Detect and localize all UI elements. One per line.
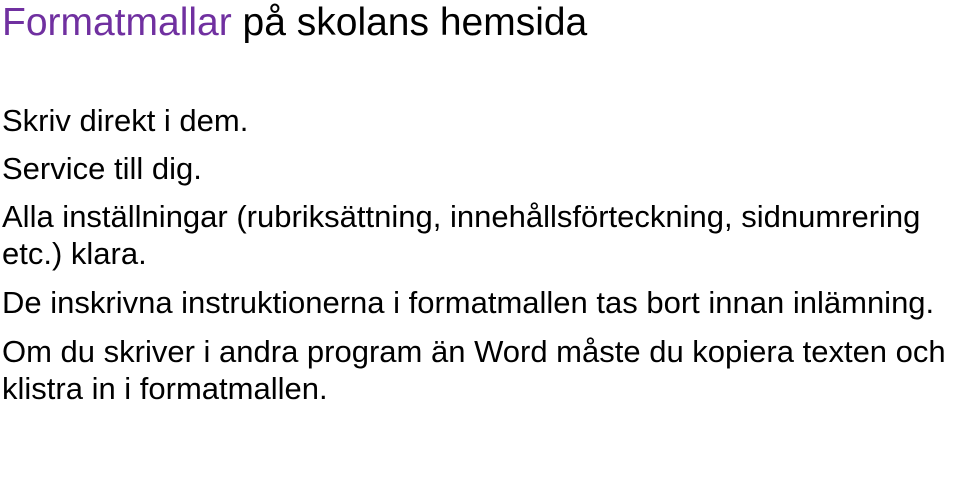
bullet-item: Alla inställningar (rubriksättning, innehållsförteckning, sidnumrering etc.) klara. — [2, 199, 921, 271]
title-accent: Formatmallar — [2, 1, 232, 44]
bullet-item: Skriv direkt i dem. — [2, 103, 249, 138]
bullet-item: De inskrivna instruktionerna i formatmallen tas bort innan inlämning. — [2, 285, 935, 320]
bullet-list — [2, 102, 958, 418]
bullet-item: Service till dig. — [2, 151, 202, 186]
title-rest: på skolans hemsida — [231, 1, 588, 44]
bullet-item: Om du skriver i andra program än Word måste du kopiera texten och klistra in i formatmallen. — [2, 334, 946, 406]
slide-title — [2, 0, 587, 46]
